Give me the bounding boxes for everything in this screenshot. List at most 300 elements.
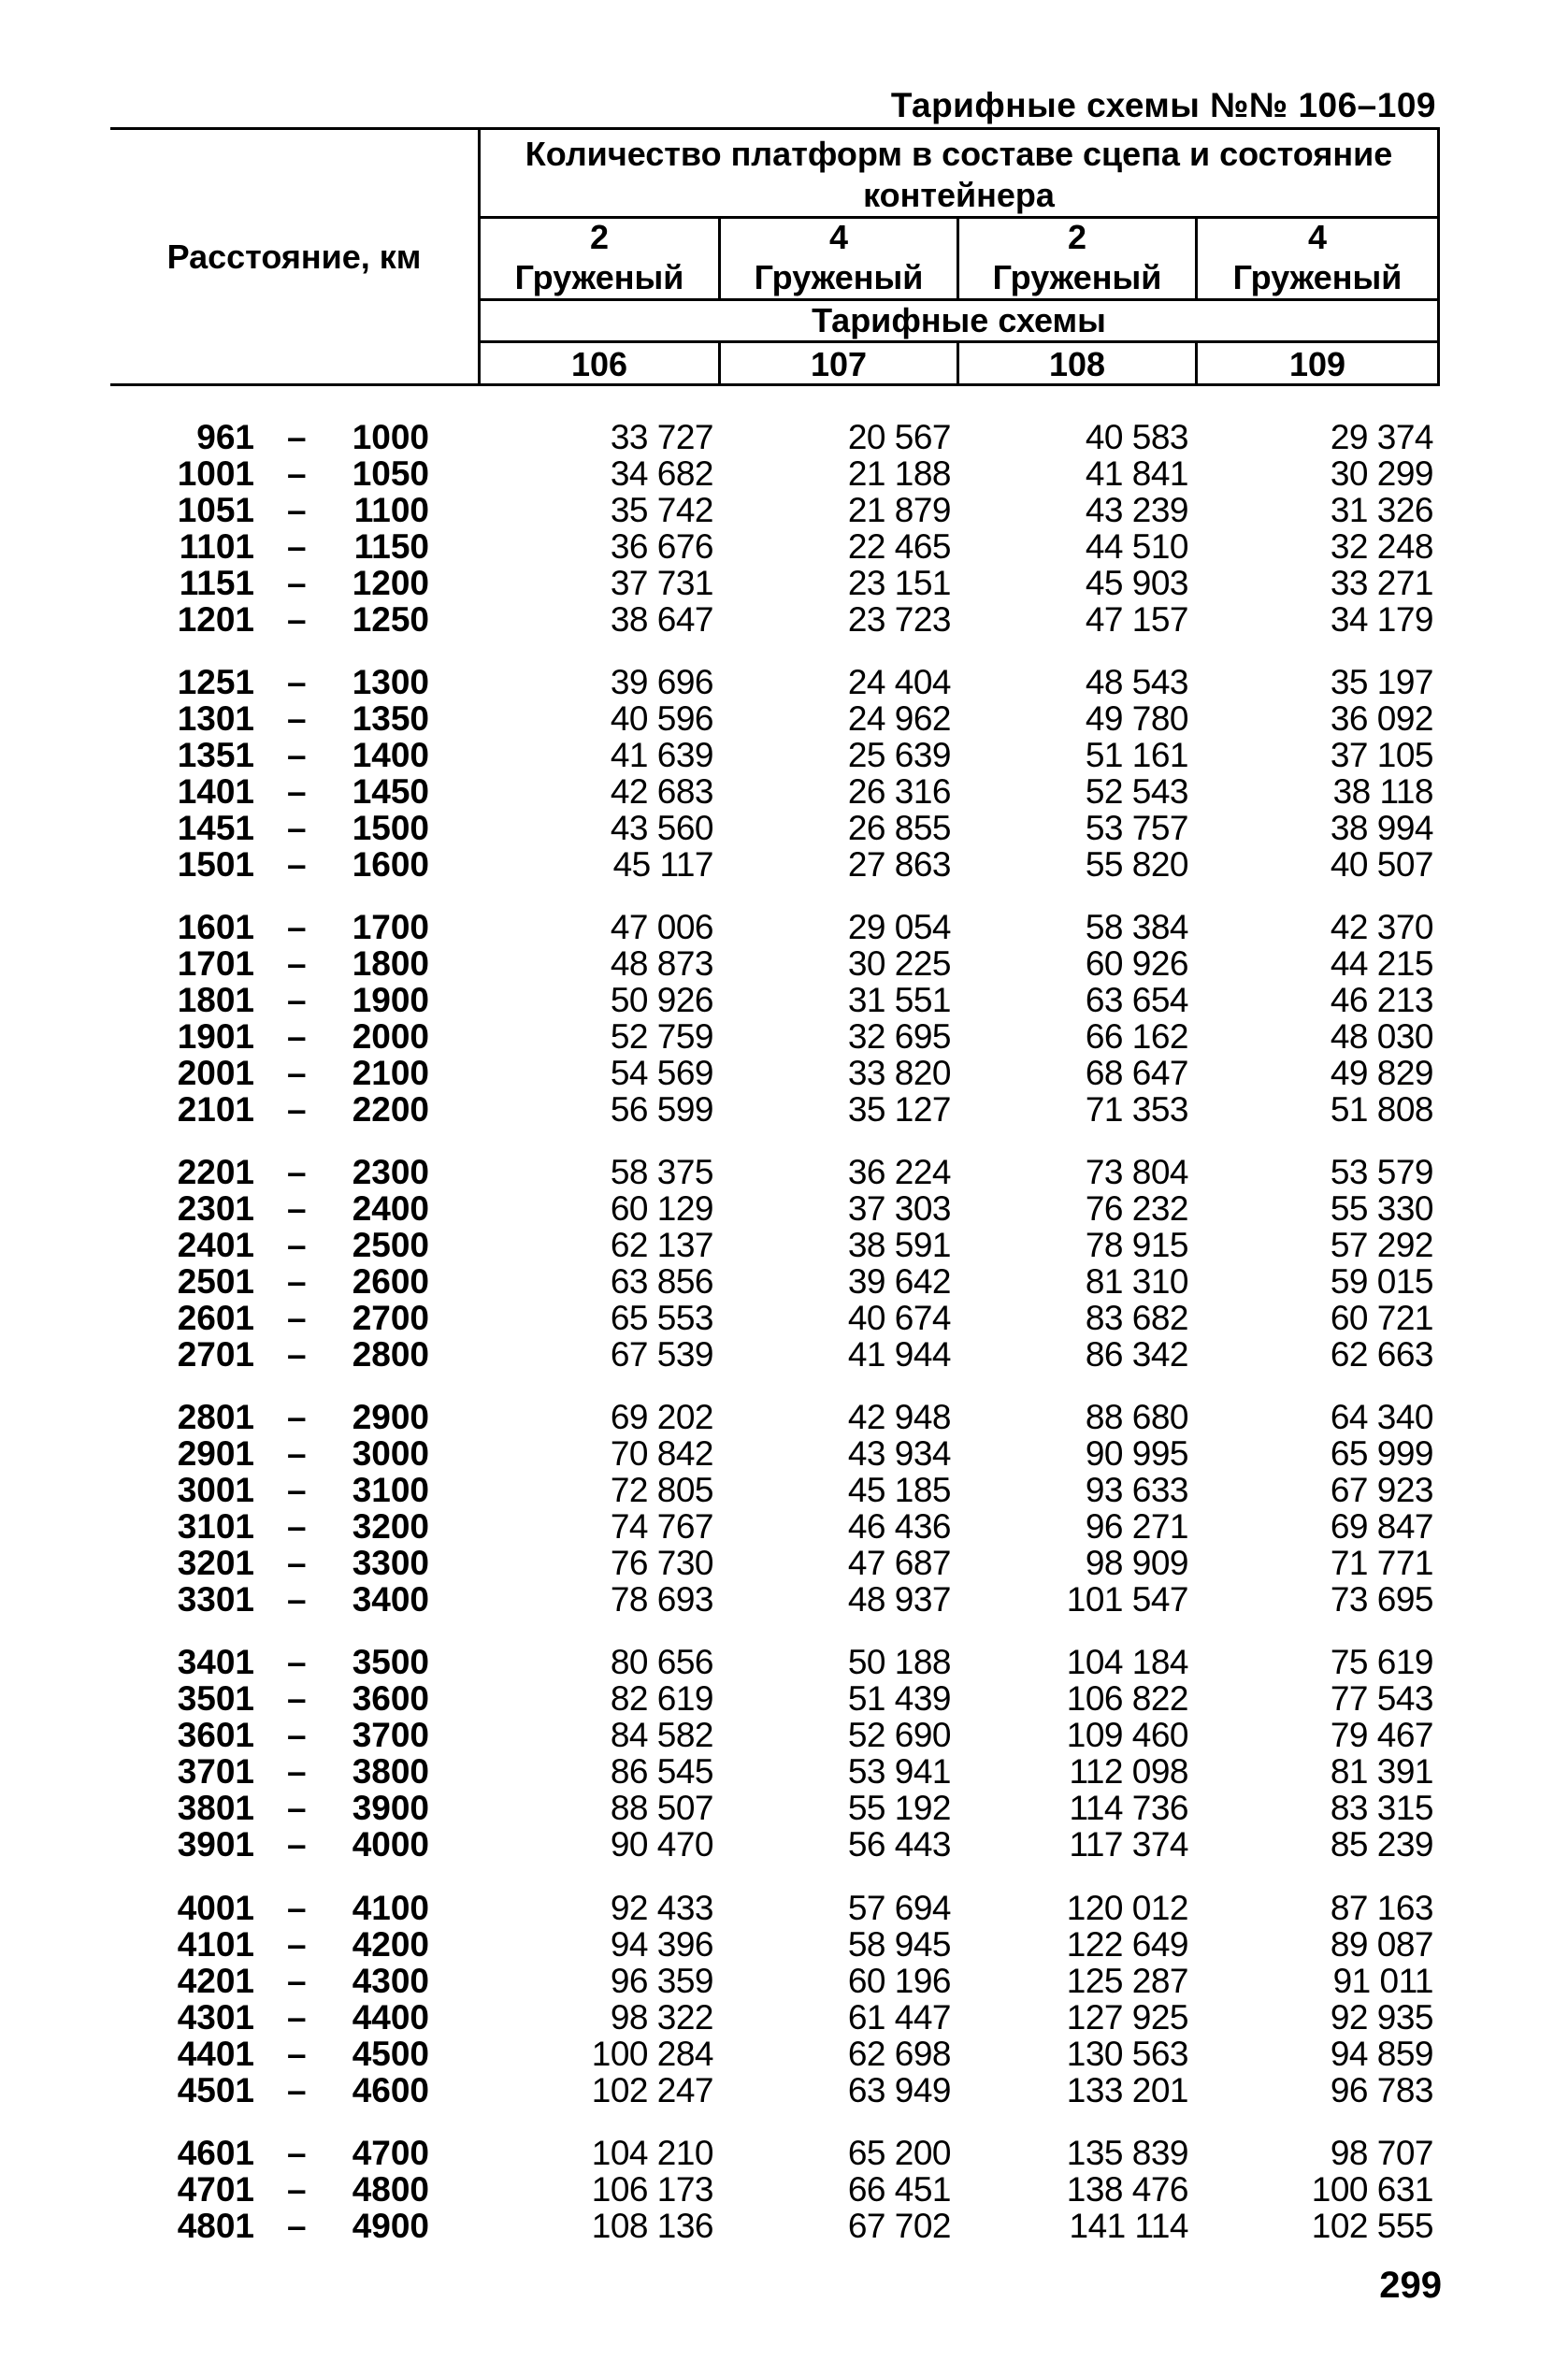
distance-dash: – bbox=[287, 1643, 307, 1681]
distance-dash: – bbox=[287, 2170, 307, 2209]
distance-from: 2701 bbox=[177, 1335, 254, 1374]
tariff-109: 91 011 bbox=[1332, 1962, 1433, 2000]
distance-to: 1100 bbox=[353, 491, 429, 529]
tariff-108: 66 162 bbox=[1085, 1017, 1188, 1056]
distance-to: 2900 bbox=[352, 1398, 429, 1436]
tariff-108: 68 647 bbox=[1085, 1054, 1188, 1092]
distance-to: 4800 bbox=[352, 2170, 429, 2209]
tariff-107: 46 436 bbox=[847, 1507, 951, 1546]
distance-to: 4500 bbox=[352, 2035, 429, 2073]
tariff-108: 76 232 bbox=[1085, 1189, 1188, 1228]
tariff-107: 50 188 bbox=[847, 1643, 951, 1681]
distance-from: 2801 bbox=[177, 1398, 254, 1436]
table-row bbox=[0, 1227, 1568, 1263]
tariff-107: 29 054 bbox=[847, 908, 951, 946]
tariff-108: 60 926 bbox=[1085, 944, 1188, 983]
distance-dash: – bbox=[287, 1090, 307, 1129]
tariff-107: 47 687 bbox=[847, 1544, 951, 1582]
distance-to: 1800 bbox=[352, 944, 429, 983]
distance-from: 4101 bbox=[177, 1925, 254, 1964]
tariff-109: 30 299 bbox=[1330, 454, 1433, 493]
table-row bbox=[0, 1435, 1568, 1472]
table-row bbox=[0, 1581, 1568, 1618]
distance-to: 4000 bbox=[352, 1825, 429, 1864]
tariff-109: 102 555 bbox=[1311, 2207, 1433, 2245]
distance-to: 3000 bbox=[352, 1434, 429, 1473]
tariff-107: 58 945 bbox=[847, 1925, 951, 1964]
distance-from: 4601 bbox=[177, 2134, 254, 2172]
distance-to: 3700 bbox=[352, 1716, 429, 1754]
tariff-108: 81 310 bbox=[1085, 1262, 1188, 1301]
tariff-107: 62 698 bbox=[847, 2035, 951, 2073]
tariff-106: 36 676 bbox=[610, 527, 713, 566]
table-row bbox=[0, 492, 1568, 528]
tariff-107: 60 196 bbox=[847, 1962, 951, 2000]
tariff-106: 63 856 bbox=[610, 1262, 713, 1301]
header-rule-schemes bbox=[480, 340, 1440, 343]
tariff-107: 33 820 bbox=[847, 1054, 951, 1092]
tariff-106: 108 136 bbox=[591, 2207, 713, 2245]
tariff-108: 114 736 bbox=[1069, 1789, 1188, 1827]
distance-dash: – bbox=[287, 1153, 307, 1191]
distance-to: 3900 bbox=[352, 1789, 429, 1827]
tariff-107: 42 948 bbox=[847, 1398, 951, 1436]
tariff-109: 96 783 bbox=[1330, 2071, 1433, 2109]
tariff-109: 89 087 bbox=[1330, 1925, 1433, 1964]
distance-dash: – bbox=[287, 1716, 307, 1754]
tariff-106: 82 619 bbox=[610, 1679, 713, 1718]
distance-dash: – bbox=[287, 564, 307, 602]
tariff-107: 61 447 bbox=[847, 1998, 951, 2037]
distance-from: 1001 bbox=[177, 454, 254, 493]
distance-dash: – bbox=[287, 1825, 307, 1864]
header-top-rule bbox=[110, 127, 1440, 130]
tariff-108: 138 476 bbox=[1066, 2170, 1188, 2209]
tariff-106: 106 173 bbox=[591, 2170, 713, 2209]
distance-dash: – bbox=[287, 1789, 307, 1827]
tariff-106: 84 582 bbox=[610, 1716, 713, 1754]
tariff-109: 79 467 bbox=[1330, 1716, 1433, 1754]
tariff-109: 51 808 bbox=[1330, 1090, 1433, 1129]
distance-dash: – bbox=[287, 2134, 307, 2172]
tariff-106: 72 805 bbox=[610, 1471, 713, 1509]
tariff-109: 100 631 bbox=[1311, 2170, 1433, 2209]
tariff-109: 37 105 bbox=[1330, 736, 1433, 774]
tariff-107: 31 551 bbox=[847, 981, 951, 1019]
col3-state: Груженый bbox=[992, 258, 1162, 296]
distance-to: 1350 bbox=[352, 699, 429, 738]
distance-to: 4200 bbox=[352, 1925, 429, 1964]
tariff-109: 69 847 bbox=[1330, 1507, 1433, 1546]
distance-to: 1500 bbox=[352, 809, 429, 847]
distance-to: 2700 bbox=[352, 1299, 429, 1337]
tariff-107: 57 694 bbox=[847, 1889, 951, 1927]
tariff-106: 88 507 bbox=[610, 1789, 713, 1827]
table-row bbox=[0, 982, 1568, 1018]
table-row bbox=[0, 1154, 1568, 1190]
distance-from: 2401 bbox=[177, 1226, 254, 1264]
tariff-106: 80 656 bbox=[610, 1643, 713, 1681]
distance-dash: – bbox=[287, 1189, 307, 1228]
tariff-108: 78 915 bbox=[1085, 1226, 1188, 1264]
distance-to: 3200 bbox=[352, 1507, 429, 1546]
col3-scheme: 108 bbox=[1048, 345, 1106, 383]
table-row bbox=[0, 1644, 1568, 1680]
distance-dash: – bbox=[287, 527, 307, 566]
tariff-108: 43 239 bbox=[1085, 491, 1188, 529]
col1-scheme: 106 bbox=[570, 345, 628, 383]
distance-dash: – bbox=[287, 1925, 307, 1964]
table-row bbox=[0, 909, 1568, 945]
distance-from: 4701 bbox=[177, 2170, 254, 2209]
table-row bbox=[0, 846, 1568, 883]
distance-dash: – bbox=[287, 1398, 307, 1436]
tariff-109: 44 215 bbox=[1330, 944, 1433, 983]
table-row bbox=[0, 1336, 1568, 1373]
tariff-108: 47 157 bbox=[1085, 600, 1188, 639]
distance-dash: – bbox=[287, 1962, 307, 2000]
tariff-108: 109 460 bbox=[1066, 1716, 1188, 1754]
distance-dash: – bbox=[287, 1544, 307, 1582]
tariff-107: 65 200 bbox=[847, 2134, 951, 2172]
tariff-107: 56 443 bbox=[847, 1825, 951, 1864]
distance-from: 4501 bbox=[177, 2071, 254, 2109]
tariff-106: 92 433 bbox=[610, 1889, 713, 1927]
tariff-108: 52 543 bbox=[1085, 772, 1188, 811]
table-row bbox=[0, 1263, 1568, 1300]
distance-dash: – bbox=[287, 454, 307, 493]
tariff-108: 55 820 bbox=[1085, 845, 1188, 884]
tariff-108: 96 271 bbox=[1085, 1507, 1188, 1546]
tariff-109: 77 543 bbox=[1330, 1679, 1433, 1718]
tariff-107: 37 303 bbox=[847, 1189, 951, 1228]
tariff-106: 37 731 bbox=[610, 564, 713, 602]
distance-to: 4700 bbox=[352, 2134, 429, 2172]
distance-dash: – bbox=[287, 1679, 307, 1718]
tariff-107: 63 949 bbox=[847, 2071, 951, 2109]
col4-state: Груженый bbox=[1232, 258, 1403, 296]
distance-from: 1301 bbox=[177, 699, 254, 738]
distance-to: 1000 bbox=[352, 418, 429, 456]
table-header bbox=[110, 127, 1440, 386]
distance-to: 3100 bbox=[352, 1471, 429, 1509]
page-number: 299 bbox=[1379, 2265, 1442, 2306]
distance-from: 4301 bbox=[177, 1998, 254, 2037]
col2-state: Груженый bbox=[754, 258, 924, 296]
distance-from: 1501 bbox=[177, 845, 254, 884]
tariff-106: 38 647 bbox=[610, 600, 713, 639]
col3-platforms: 2 bbox=[1067, 218, 1087, 256]
tariff-106: 67 539 bbox=[610, 1335, 713, 1374]
tariff-107: 21 188 bbox=[847, 454, 951, 493]
header-vrule-right bbox=[1437, 127, 1440, 386]
table-row bbox=[0, 528, 1568, 565]
tariff-108: 104 184 bbox=[1066, 1643, 1188, 1681]
distance-dash: – bbox=[287, 2035, 307, 2073]
distance-from: 2901 bbox=[177, 1434, 254, 1473]
tariff-107: 43 934 bbox=[847, 1434, 951, 1473]
distance-dash: – bbox=[287, 1226, 307, 1264]
table-row bbox=[0, 1300, 1568, 1336]
tariff-109: 83 315 bbox=[1330, 1789, 1433, 1827]
distance-header: Расстояние, км bbox=[166, 238, 422, 276]
tariff-108: 44 510 bbox=[1085, 527, 1188, 566]
tariff-108: 51 161 bbox=[1085, 736, 1188, 774]
distance-from: 3001 bbox=[177, 1471, 254, 1509]
tariff-109: 34 179 bbox=[1330, 600, 1433, 639]
distance-to: 3800 bbox=[352, 1752, 429, 1791]
tariff-106: 65 553 bbox=[610, 1299, 713, 1337]
tariff-108: 130 563 bbox=[1066, 2035, 1188, 2073]
tariff-106: 43 560 bbox=[610, 809, 713, 847]
tariff-106: 98 322 bbox=[610, 1998, 713, 2037]
distance-to: 1700 bbox=[352, 908, 429, 946]
distance-dash: – bbox=[287, 1889, 307, 1927]
distance-from: 1451 bbox=[177, 809, 254, 847]
tariff-109: 60 721 bbox=[1330, 1299, 1433, 1337]
table-row bbox=[0, 1055, 1568, 1091]
tariff-107: 26 855 bbox=[847, 809, 951, 847]
tariff-108: 133 201 bbox=[1066, 2071, 1188, 2109]
distance-from: 3101 bbox=[177, 1507, 254, 1546]
table-row bbox=[0, 1545, 1568, 1581]
distance-to: 1150 bbox=[353, 527, 429, 566]
distance-to: 2000 bbox=[352, 1017, 429, 1056]
distance-dash: – bbox=[287, 944, 307, 983]
tariff-107: 40 674 bbox=[847, 1299, 951, 1337]
tariff-109: 49 829 bbox=[1330, 1054, 1433, 1092]
col2-scheme: 107 bbox=[810, 345, 868, 383]
tariff-108: 106 822 bbox=[1066, 1679, 1188, 1718]
distance-to: 1300 bbox=[352, 663, 429, 701]
tariff-106: 47 006 bbox=[610, 908, 713, 946]
table-row bbox=[0, 1091, 1568, 1128]
col4-platforms: 4 bbox=[1307, 218, 1328, 256]
tariff-109: 87 163 bbox=[1330, 1889, 1433, 1927]
tariff-106: 74 767 bbox=[610, 1507, 713, 1546]
tariff-109: 67 923 bbox=[1330, 1471, 1433, 1509]
tariff-106: 58 375 bbox=[610, 1153, 713, 1191]
tariff-108: 88 680 bbox=[1085, 1398, 1188, 1436]
table-row bbox=[0, 1963, 1568, 1999]
tariff-108: 45 903 bbox=[1085, 564, 1188, 602]
distance-from: 1251 bbox=[177, 663, 254, 701]
distance-dash: – bbox=[287, 1580, 307, 1619]
tariff-108: 48 543 bbox=[1085, 663, 1188, 701]
tariff-109: 62 663 bbox=[1330, 1335, 1433, 1374]
distance-from: 4801 bbox=[177, 2207, 254, 2245]
distance-to: 1050 bbox=[352, 454, 429, 493]
table-row bbox=[0, 565, 1568, 601]
scheme-title: Тарифные схемы №№ 106–109 bbox=[890, 86, 1436, 124]
distance-from: 1351 bbox=[177, 736, 254, 774]
tariff-108: 117 374 bbox=[1069, 1825, 1188, 1864]
tariff-106: 70 842 bbox=[610, 1434, 713, 1473]
distance-to: 2800 bbox=[352, 1335, 429, 1374]
platforms-header-line2: контейнера bbox=[863, 176, 1055, 214]
tariff-109: 75 619 bbox=[1330, 1643, 1433, 1681]
tariff-108: 40 583 bbox=[1085, 418, 1188, 456]
tariff-106: 52 759 bbox=[610, 1017, 713, 1056]
col1-state: Груженый bbox=[514, 258, 684, 296]
tariff-106: 39 696 bbox=[610, 663, 713, 701]
tariff-106: 48 873 bbox=[610, 944, 713, 983]
tariff-106: 76 730 bbox=[610, 1544, 713, 1582]
tariff-107: 26 316 bbox=[847, 772, 951, 811]
tariff-106: 35 742 bbox=[610, 491, 713, 529]
distance-from: 1401 bbox=[177, 772, 254, 811]
tariff-106: 42 683 bbox=[610, 772, 713, 811]
distance-from: 3201 bbox=[177, 1544, 254, 1582]
col1-platforms: 2 bbox=[589, 218, 610, 256]
distance-dash: – bbox=[287, 2207, 307, 2245]
table-row bbox=[0, 601, 1568, 638]
tariff-107: 25 639 bbox=[847, 736, 951, 774]
distance-from: 2201 bbox=[177, 1153, 254, 1191]
tariff-108: 71 353 bbox=[1085, 1090, 1188, 1129]
table-row bbox=[0, 2036, 1568, 2072]
distance-dash: – bbox=[287, 2071, 307, 2109]
tariff-106: 90 470 bbox=[610, 1825, 713, 1864]
distance-to: 2500 bbox=[352, 1226, 429, 1264]
tariff-109: 48 030 bbox=[1330, 1017, 1433, 1056]
col2-platforms: 4 bbox=[828, 218, 849, 256]
tariff-107: 55 192 bbox=[847, 1789, 951, 1827]
tariff-107: 38 591 bbox=[847, 1226, 951, 1264]
tariff-106: 100 284 bbox=[591, 2035, 713, 2073]
distance-to: 1450 bbox=[352, 772, 429, 811]
distance-from: 1801 bbox=[177, 981, 254, 1019]
distance-dash: – bbox=[287, 1471, 307, 1509]
distance-from: 2101 bbox=[177, 1090, 254, 1129]
tariff-106: 41 639 bbox=[610, 736, 713, 774]
tariff-108: 120 012 bbox=[1066, 1889, 1188, 1927]
distance-to: 3400 bbox=[352, 1580, 429, 1619]
distance-dash: – bbox=[287, 1998, 307, 2037]
distance-to: 2600 bbox=[352, 1262, 429, 1301]
distance-dash: – bbox=[287, 699, 307, 738]
distance-dash: – bbox=[287, 1335, 307, 1374]
tariff-107: 52 690 bbox=[847, 1716, 951, 1754]
table-row bbox=[0, 2072, 1568, 2109]
table-row bbox=[0, 1399, 1568, 1435]
distance-to: 2300 bbox=[352, 1153, 429, 1191]
tariff-109: 55 330 bbox=[1330, 1189, 1433, 1228]
schemes-header: Тарифные схемы bbox=[812, 301, 1106, 339]
table-row bbox=[0, 945, 1568, 982]
col4-scheme: 109 bbox=[1288, 345, 1346, 383]
table-row bbox=[0, 1508, 1568, 1545]
tariff-106: 50 926 bbox=[610, 981, 713, 1019]
tariff-107: 48 937 bbox=[847, 1580, 951, 1619]
tariff-109: 59 015 bbox=[1330, 1262, 1433, 1301]
tariff-106: 86 545 bbox=[610, 1752, 713, 1791]
tariff-109: 40 507 bbox=[1330, 845, 1433, 884]
tariff-106: 54 569 bbox=[610, 1054, 713, 1092]
distance-dash: – bbox=[287, 663, 307, 701]
distance-from: 961 bbox=[196, 418, 254, 456]
tariff-106: 96 359 bbox=[610, 1962, 713, 2000]
table-row bbox=[0, 1790, 1568, 1826]
distance-from: 3301 bbox=[177, 1580, 254, 1619]
table-row bbox=[0, 419, 1568, 455]
tariff-109: 73 695 bbox=[1330, 1580, 1433, 1619]
tariff-107: 35 127 bbox=[847, 1090, 951, 1129]
distance-from: 1901 bbox=[177, 1017, 254, 1056]
tariff-108: 83 682 bbox=[1085, 1299, 1188, 1337]
tariff-109: 81 391 bbox=[1330, 1752, 1433, 1791]
tariff-106: 56 599 bbox=[610, 1090, 713, 1129]
tariff-107: 45 185 bbox=[847, 1471, 951, 1509]
tariff-107: 20 567 bbox=[847, 418, 951, 456]
distance-from: 2601 bbox=[177, 1299, 254, 1337]
distance-from: 1101 bbox=[179, 527, 254, 566]
tariff-106: 45 117 bbox=[612, 845, 713, 884]
tariff-108: 49 780 bbox=[1085, 699, 1188, 738]
distance-from: 3901 bbox=[177, 1825, 254, 1864]
tariff-109: 64 340 bbox=[1330, 1398, 1433, 1436]
tariff-106: 102 247 bbox=[591, 2071, 713, 2109]
tariff-107: 41 944 bbox=[847, 1335, 951, 1374]
table-row bbox=[0, 2208, 1568, 2244]
distance-from: 1151 bbox=[179, 564, 254, 602]
tariff-109: 94 859 bbox=[1330, 2035, 1433, 2073]
tariff-107: 53 941 bbox=[847, 1752, 951, 1791]
table-row bbox=[0, 1472, 1568, 1508]
distance-from: 2301 bbox=[177, 1189, 254, 1228]
table-row bbox=[0, 1999, 1568, 2036]
tariff-108: 98 909 bbox=[1085, 1544, 1188, 1582]
tariff-107: 32 695 bbox=[847, 1017, 951, 1056]
tariff-106: 34 682 bbox=[610, 454, 713, 493]
table-row bbox=[0, 1926, 1568, 1963]
distance-dash: – bbox=[287, 1054, 307, 1092]
tariff-109: 53 579 bbox=[1330, 1153, 1433, 1191]
table-row bbox=[0, 1890, 1568, 1926]
table-row bbox=[0, 700, 1568, 737]
tariff-108: 141 114 bbox=[1069, 2207, 1188, 2245]
table-row bbox=[0, 1826, 1568, 1863]
tariff-106: 69 202 bbox=[610, 1398, 713, 1436]
distance-from: 4001 bbox=[177, 1889, 254, 1927]
distance-to: 4900 bbox=[352, 2207, 429, 2245]
tariff-109: 33 271 bbox=[1330, 564, 1433, 602]
tariff-108: 86 342 bbox=[1085, 1335, 1188, 1374]
tariff-108: 135 839 bbox=[1066, 2134, 1188, 2172]
distance-from: 3501 bbox=[177, 1679, 254, 1718]
distance-dash: – bbox=[287, 908, 307, 946]
table-row bbox=[0, 773, 1568, 810]
tariff-108: 58 384 bbox=[1085, 908, 1188, 946]
distance-to: 4100 bbox=[352, 1889, 429, 1927]
tariff-106: 40 596 bbox=[610, 699, 713, 738]
distance-dash: – bbox=[287, 809, 307, 847]
platforms-header-line1: Количество платформ в составе сцепа и состояние bbox=[525, 135, 1393, 173]
tariff-109: 92 935 bbox=[1330, 1998, 1433, 2037]
tariff-106: 78 693 bbox=[610, 1580, 713, 1619]
distance-to: 2400 bbox=[352, 1189, 429, 1228]
tariff-107: 22 465 bbox=[847, 527, 951, 566]
tariff-108: 127 925 bbox=[1066, 1998, 1188, 2037]
table-row bbox=[0, 810, 1568, 846]
tariff-106: 60 129 bbox=[610, 1189, 713, 1228]
tariff-107: 24 404 bbox=[847, 663, 951, 701]
tariff-108: 41 841 bbox=[1085, 454, 1188, 493]
distance-dash: – bbox=[287, 1434, 307, 1473]
tariff-109: 38 994 bbox=[1330, 809, 1433, 847]
tariff-109: 31 326 bbox=[1330, 491, 1433, 529]
table-row bbox=[0, 455, 1568, 492]
